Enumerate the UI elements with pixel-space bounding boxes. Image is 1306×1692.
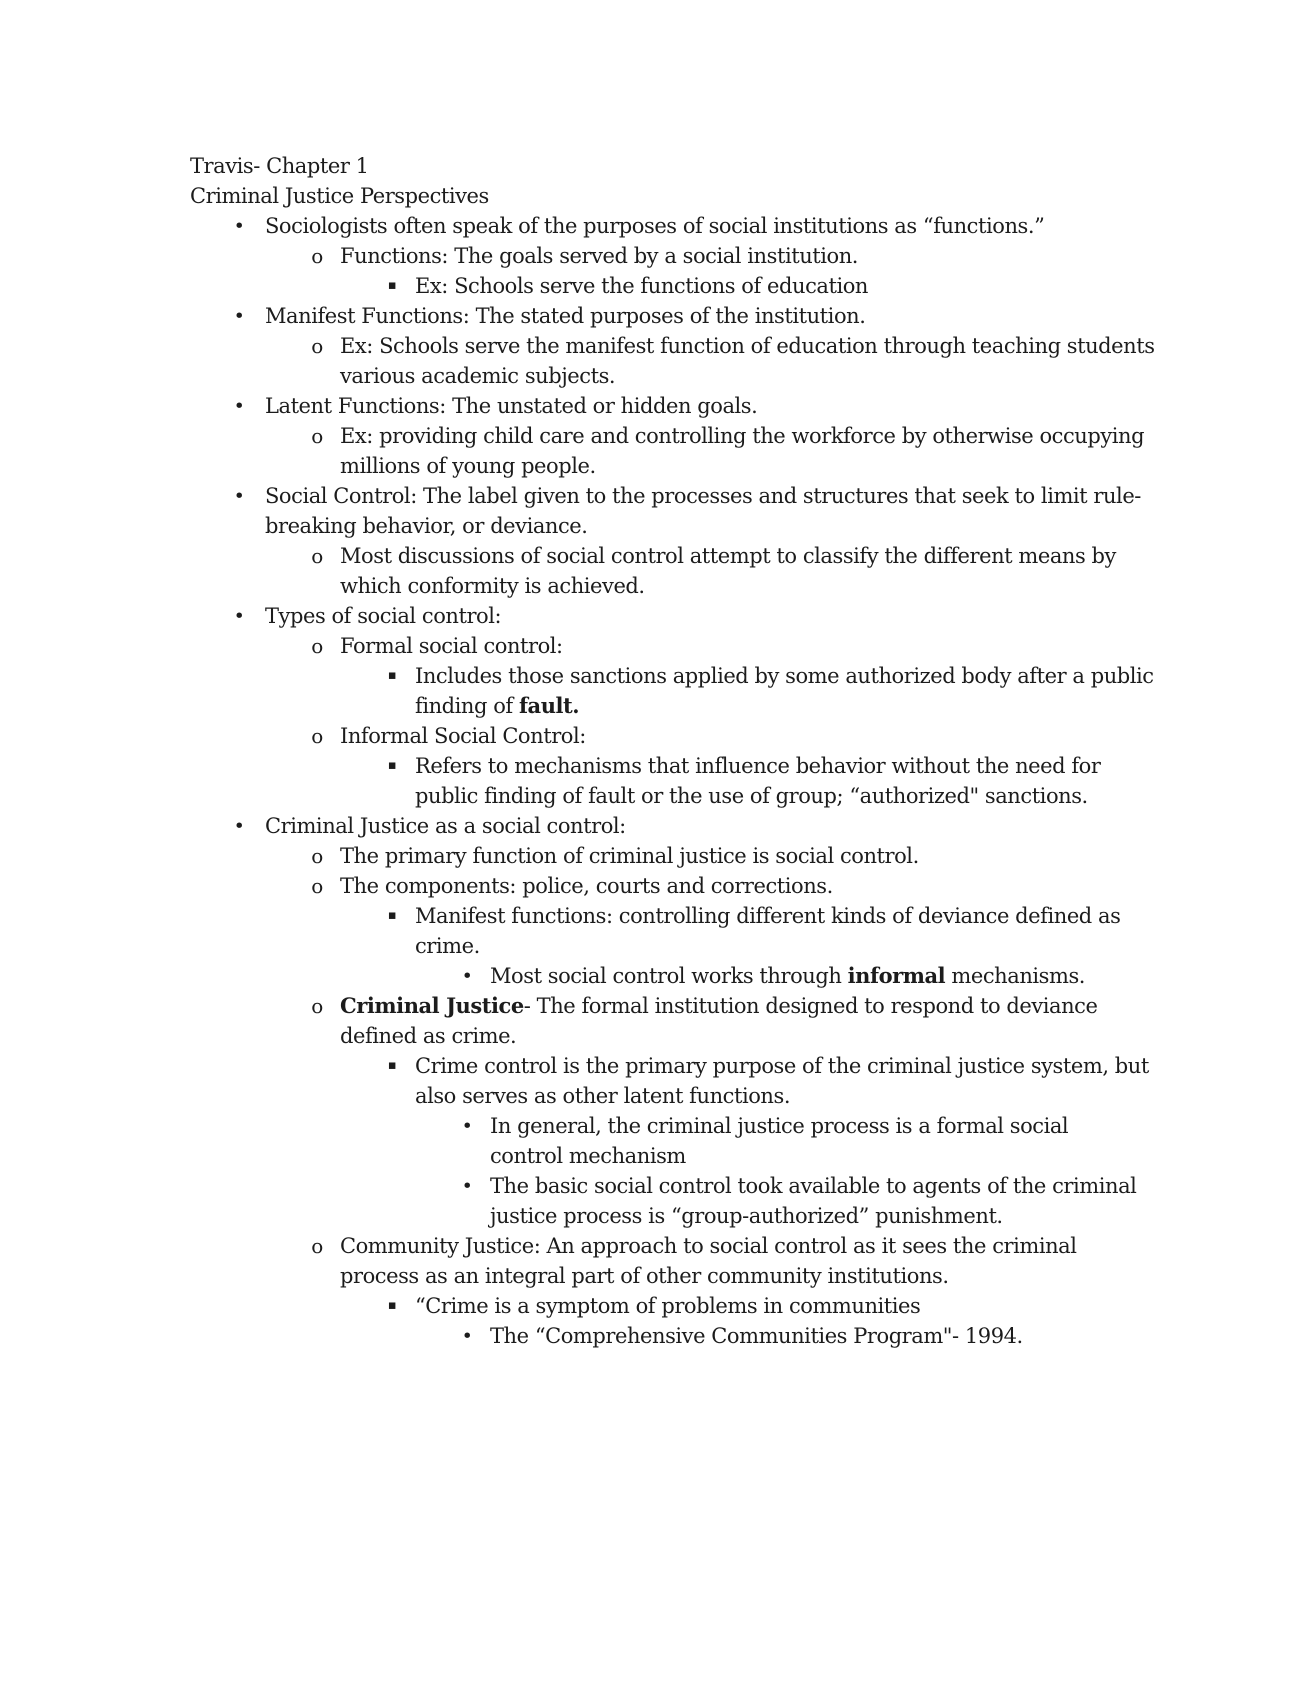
bullet-outline	[190, 211, 1155, 1351]
bullet-marker: •	[233, 215, 245, 237]
item-text: Functions: The goals served by a social institution.	[340, 244, 859, 268]
bullet-marker: •	[461, 1115, 473, 1137]
item-text: Refers to mechanisms that influence behavior without the need for public finding of fault or the use of group; “authorized" sanctions.	[415, 754, 1101, 808]
item-text: Manifest Functions: The stated purposes of the institution.	[265, 304, 866, 328]
bullet-marker: o	[311, 844, 323, 868]
bullet-marker: •	[233, 815, 245, 837]
outline-item-level-2	[190, 721, 1160, 751]
bullet-marker: ▪	[387, 278, 397, 293]
item-text: Ex: Schools serve the functions of education	[415, 274, 868, 298]
bold-text: Criminal Justice	[340, 993, 524, 1018]
outline-item-level-3	[190, 271, 1165, 301]
bullet-marker: •	[233, 485, 245, 507]
item-text: Criminal Justice as a social control:	[265, 814, 626, 838]
bullet-marker: ▪	[387, 758, 397, 773]
outline-item-level-3	[190, 901, 1165, 961]
bullet-marker: o	[311, 634, 323, 658]
outline-item-level-2	[190, 241, 1160, 271]
bullet-marker: •	[233, 605, 245, 627]
outline-item-level-1	[190, 391, 1155, 421]
item-text: mechanisms.	[945, 964, 1086, 988]
item-text: Sociologists often speak of the purposes of social institutions as “functions.”	[265, 214, 1045, 238]
item-text: Crime control is the primary purpose of the criminal justice system, but also serves as other latent functions.	[415, 1054, 1149, 1108]
outline-item-level-2	[190, 871, 1160, 901]
bullet-marker: o	[311, 874, 323, 898]
document-title: Travis- Chapter 1	[190, 154, 369, 178]
outline-item-level-2	[190, 841, 1160, 871]
bullet-marker: ▪	[387, 1058, 397, 1073]
outline-item-level-3	[190, 661, 1165, 721]
outline-item-level-1	[190, 481, 1155, 541]
item-text: Ex: providing child care and controlling the workforce by otherwise occupying millions of young people.	[340, 424, 1145, 478]
item-text: The primary function of criminal justice is social control.	[340, 844, 919, 868]
outline-item-level-2	[190, 1231, 1160, 1291]
item-text: In general, the criminal justice process is a formal social control mechanism	[490, 1114, 1069, 1168]
document-body	[190, 151, 1155, 1351]
bullet-marker: o	[311, 334, 323, 358]
outline-item-level-4	[190, 1111, 1140, 1171]
item-text: “Crime is a symptom of problems in communities	[415, 1294, 921, 1318]
document-subtitle: Criminal Justice Perspectives	[190, 184, 489, 208]
outline-item-level-2	[190, 991, 1160, 1051]
outline-item-level-4	[190, 1321, 1140, 1351]
item-text: The basic social control took available to agents of the criminal justice process is “group-authorized” punishment.	[490, 1174, 1137, 1228]
outline-item-level-2	[190, 331, 1160, 391]
bullet-marker: o	[311, 1234, 323, 1258]
item-text: Latent Functions: The unstated or hidden goals.	[265, 394, 758, 418]
bullet-marker: o	[311, 424, 323, 448]
item-text: Manifest functions: controlling different kinds of deviance defined as crime.	[415, 904, 1121, 958]
bullet-marker: o	[311, 244, 323, 268]
outline-item-level-1	[190, 601, 1155, 631]
bullet-marker: •	[461, 1325, 473, 1347]
bullet-marker: o	[311, 544, 323, 568]
bold-text: informal	[847, 963, 946, 988]
outline-item-level-2	[190, 421, 1160, 481]
item-text: Ex: Schools serve the manifest function of education through teaching students various academic subjects.	[340, 334, 1155, 388]
bullet-marker: o	[311, 724, 323, 748]
item-text: Most social control works through	[490, 964, 848, 988]
outline-item-level-3	[190, 751, 1165, 811]
item-text: - The formal institution designed to respond to deviance defined as crime.	[340, 994, 1098, 1048]
outline-item-level-1	[190, 811, 1155, 841]
bullet-marker: ▪	[387, 668, 397, 683]
item-text: Social Control: The label given to the processes and structures that seek to limit rule-breaking behavior, or deviance.	[265, 484, 1141, 538]
bullet-marker: o	[311, 994, 323, 1018]
bullet-marker: •	[233, 395, 245, 417]
item-text: The components: police, courts and corrections.	[340, 874, 833, 898]
bullet-marker: ▪	[387, 1298, 397, 1313]
outline-item-level-1	[190, 211, 1155, 241]
outline-item-level-4	[190, 961, 1140, 991]
item-text: Formal social control:	[340, 634, 563, 658]
item-text: Most discussions of social control attempt to classify the different means by which conformity is achieved.	[340, 544, 1116, 598]
bullet-marker: ▪	[387, 908, 397, 923]
bullet-marker: •	[461, 1175, 473, 1197]
outline-item-level-2	[190, 631, 1160, 661]
item-text: The “Comprehensive Communities Program"- 1994.	[490, 1324, 1023, 1348]
outline-item-level-2	[190, 541, 1160, 601]
bullet-marker: •	[461, 965, 473, 987]
outline-item-level-3	[190, 1051, 1165, 1111]
item-text: Types of social control:	[265, 604, 502, 628]
item-text: Informal Social Control:	[340, 724, 586, 748]
bullet-marker: •	[233, 305, 245, 327]
outline-item-level-1	[190, 301, 1155, 331]
outline-item-level-3	[190, 1291, 1165, 1321]
bold-text: fault.	[518, 693, 580, 718]
outline-item-level-4	[190, 1171, 1140, 1231]
item-text: Community Justice: An approach to social control as it sees the criminal process as an integral part of other community institutions.	[340, 1234, 1077, 1288]
item-text: Includes those sanctions applied by some authorized body after a public finding of	[415, 664, 1154, 718]
